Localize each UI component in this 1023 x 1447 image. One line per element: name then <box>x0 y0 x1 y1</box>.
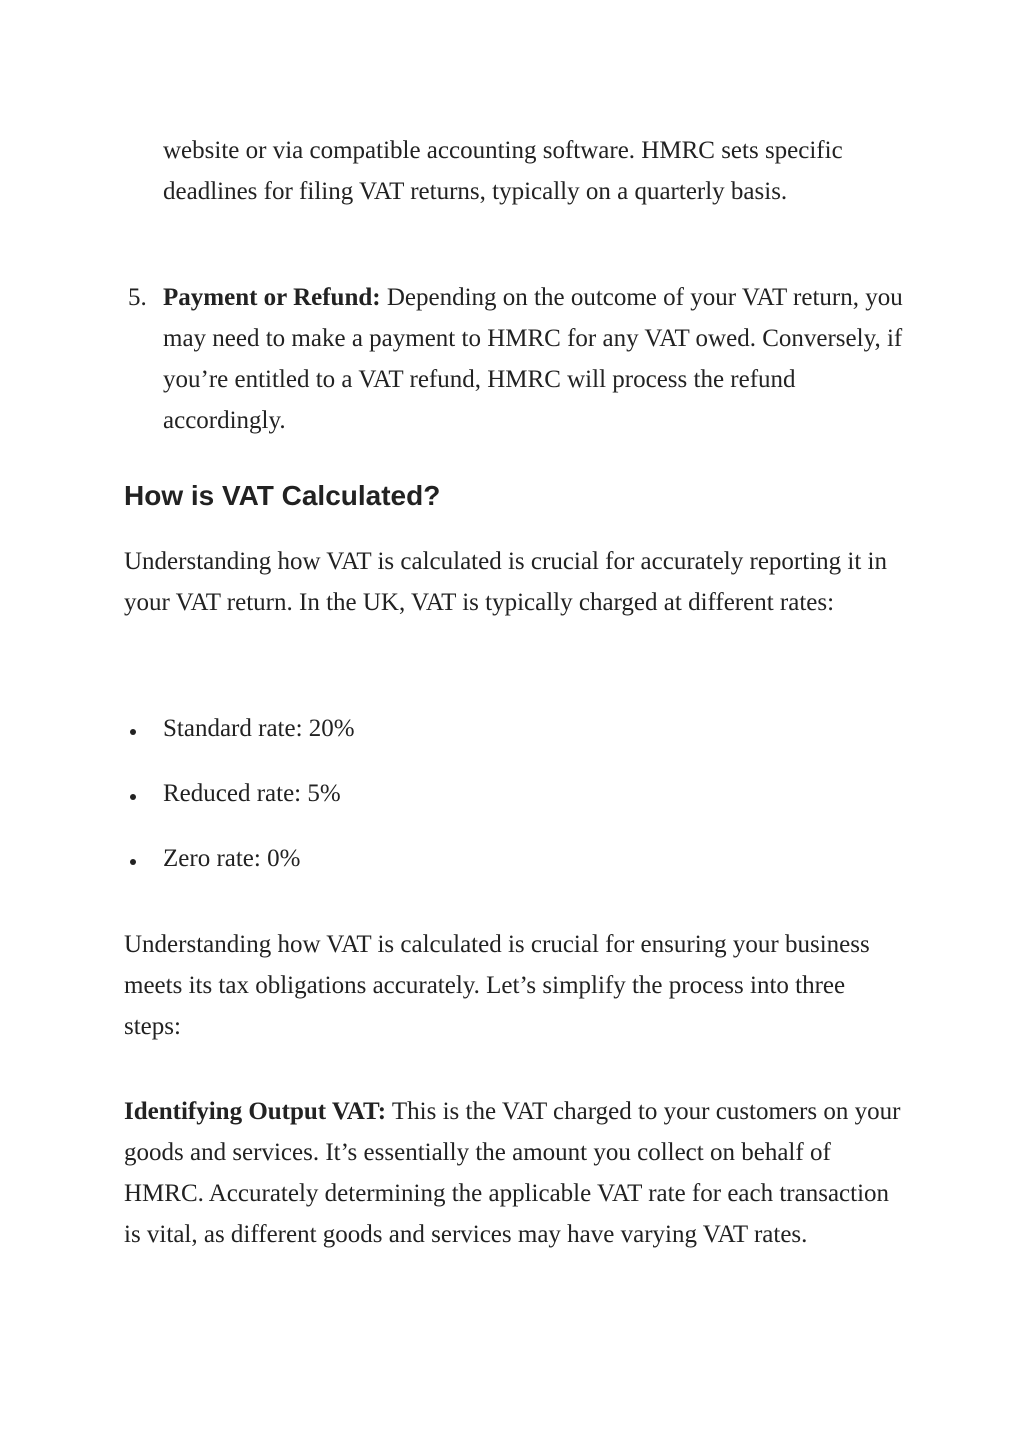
section-heading: How is VAT Calculated? <box>124 480 441 511</box>
output-vat-text: This is the VAT charged to your customers on your goods and services. It’s essentially the amount you collect on behalf of HMRC. Accurately determining the applicable VAT rate for each transaction is vital, as different goods and services may have varying VAT rates. <box>124 1098 901 1248</box>
list-item-zero-rate: Zero rate: 0% <box>163 845 301 872</box>
bullet-icon <box>130 859 136 865</box>
list-item-reduced-rate: Reduced rate: 5% <box>163 780 341 807</box>
list-item-label: Payment or Refund: <box>163 284 381 311</box>
list-item-continuation: website or via compatible accounting software. HMRC sets specific deadlines for filing VAT returns, typically on a quarterly basis. <box>163 137 843 205</box>
steps-intro: Understanding how VAT is calculated is crucial for ensuring your business meets its tax obligations accurately. Let’s simplify the process into three steps: <box>124 931 870 1040</box>
bullet-icon <box>130 794 136 800</box>
list-item-payment-or-refund <box>163 277 903 441</box>
list-item-number: 5. <box>128 284 147 311</box>
bullet-icon <box>130 729 136 735</box>
output-vat-label: Identifying Output VAT: <box>124 1098 387 1125</box>
output-vat-paragraph <box>124 1091 904 1255</box>
list-item-text: Depending on the outcome of your VAT return, you may need to make a payment to HMRC for any VAT owed. Conversely, if you’re entitled to a VAT refund, HMRC will process the refund accordingly. <box>163 284 903 434</box>
list-item-standard-rate: Standard rate: 20% <box>163 715 355 742</box>
section-intro: Understanding how VAT is calculated is crucial for accurately reporting it in your VAT return. In the UK, VAT is typically charged at different rates: <box>124 548 887 616</box>
